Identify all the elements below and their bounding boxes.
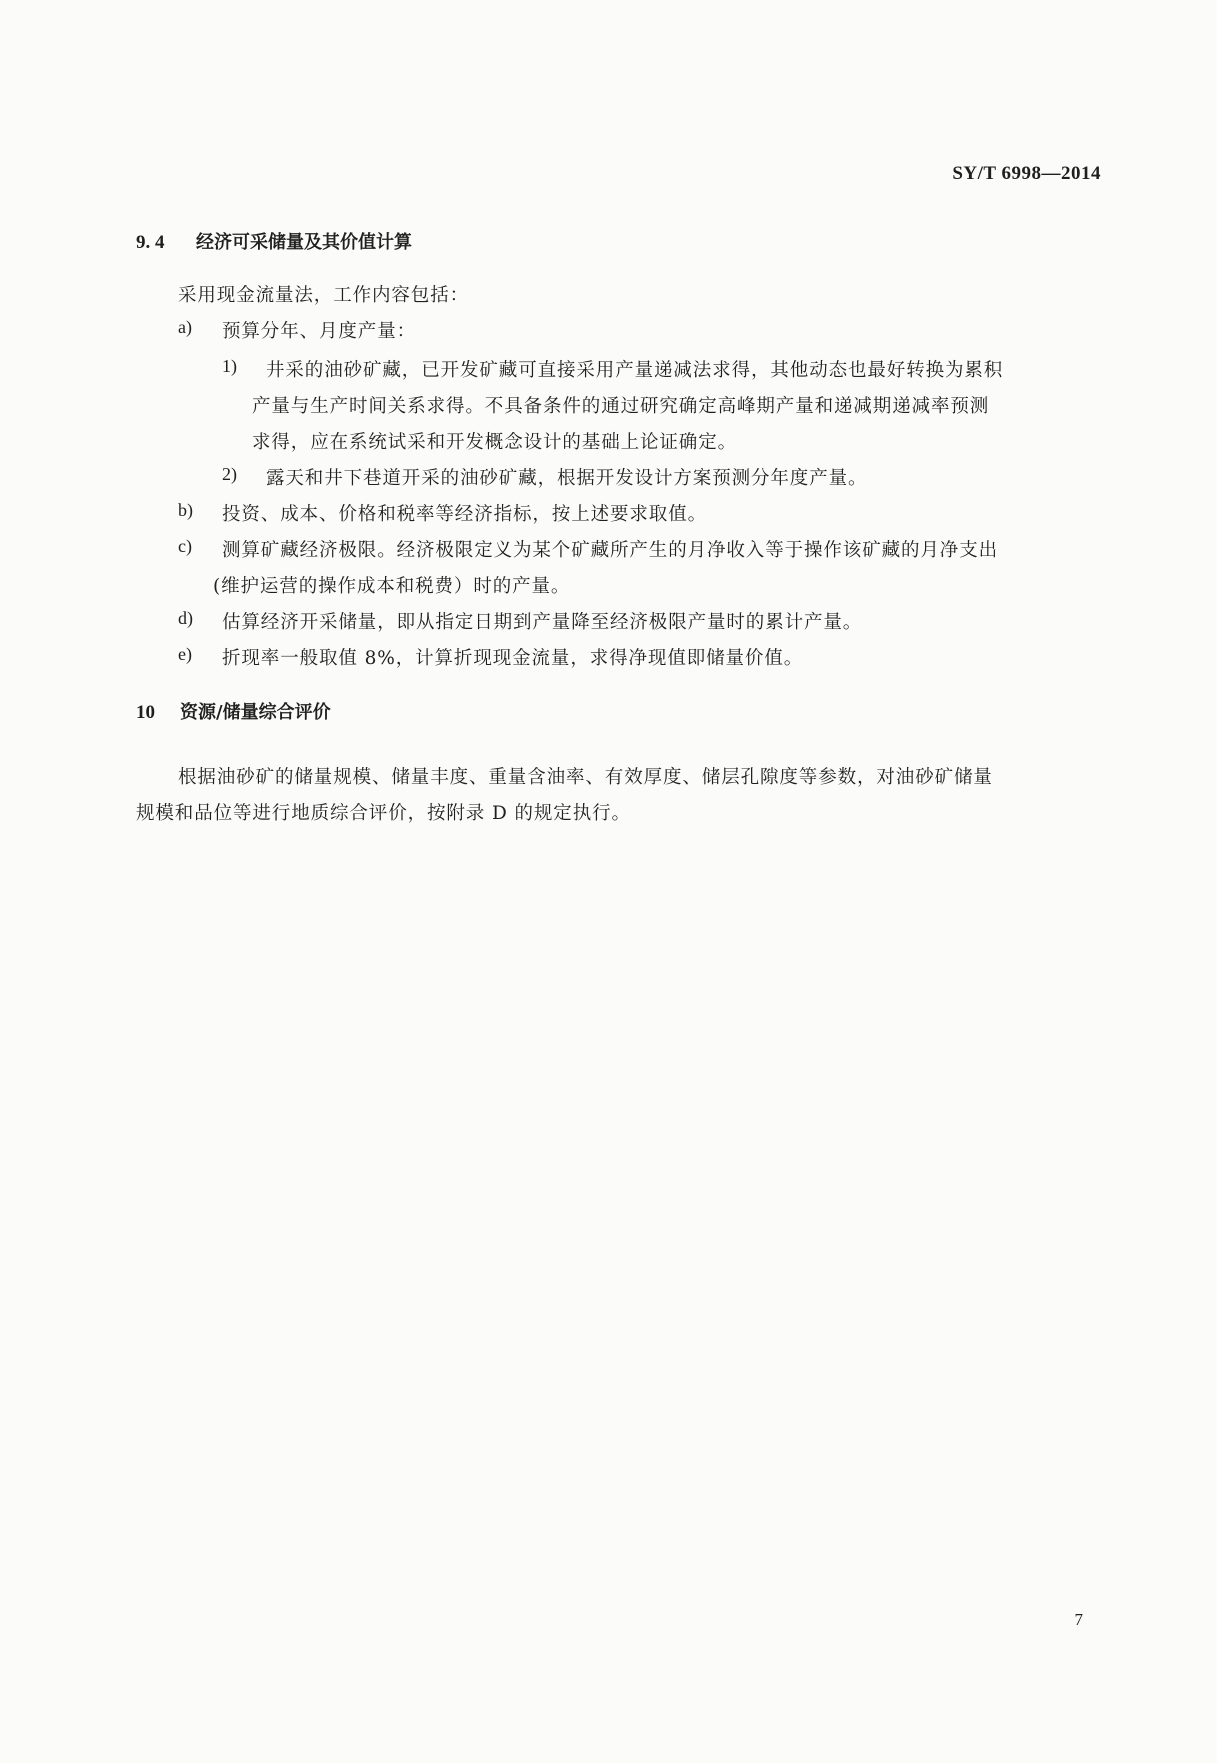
item-text-c-line-1: 测算矿藏经济极限。经济极限定义为某个矿藏所产生的月净收入等于操作该矿藏的月净支出 (222, 540, 999, 561)
item-text-b: 投资、成本、价格和税率等经济指标，按上述要求取值。 (222, 504, 708, 525)
item-label-b: b) (178, 500, 193, 520)
item-text-a: 预算分年、月度产量： (222, 321, 417, 342)
item-label-2: 2) (222, 464, 237, 484)
section-10-paragraph-line-2: 规模和品位等进行地质综合评价，按附录 D 的规定执行。 (136, 803, 631, 824)
section-title: 资源/储量综合评价 (180, 702, 331, 723)
page-number: 7 (1074, 1610, 1083, 1629)
item-text-1-line-2: 产量与生产时间关系求得。不具备条件的通过研究确定高峰期产量和递减期递减率预测 (252, 396, 990, 417)
item-label-d: d) (178, 608, 193, 628)
item-label-1: 1) (222, 356, 237, 376)
item-label-c: c) (178, 536, 192, 556)
item-text-1-line-1: 井采的油砂矿藏，已开发矿藏可直接采用产量递减法求得，其他动态也最好转换为累积 (266, 360, 1004, 381)
item-text-d: 估算经济开采储量，即从指定日期到产量降至经济极限产量时的累计产量。 (222, 612, 863, 633)
section-number: 10 (136, 702, 155, 723)
item-label-a: a) (178, 317, 192, 337)
intro-paragraph: 采用现金流量法，工作内容包括： (178, 285, 470, 306)
item-text-1-line-3: 求得，应在系统试采和开发概念设计的基础上论证确定。 (252, 432, 738, 453)
standard-code: SY/T 6998—2014 (952, 163, 1101, 184)
item-text-e: 折现率一般取值 8%，计算折现现金流量，求得净现值即储量价值。 (222, 648, 804, 669)
section-heading-10 (136, 698, 331, 724)
item-text-c-line-2: (维护运营的操作成本和税费）时的产量。 (213, 576, 571, 597)
section-10-paragraph-line-1: 根据油砂矿的储量规模、储量丰度、重量含油率、有效厚度、储层孔隙度等参数，对油砂矿储量 (178, 767, 993, 788)
section-title: 经济可采储量及其价值计算 (196, 232, 412, 253)
item-text-2: 露天和井下巷道开采的油砂矿藏，根据开发设计方案预测分年度产量。 (266, 468, 868, 489)
item-label-e: e) (178, 644, 192, 664)
section-heading-9-4 (136, 228, 412, 254)
section-number: 9. 4 (136, 232, 165, 253)
